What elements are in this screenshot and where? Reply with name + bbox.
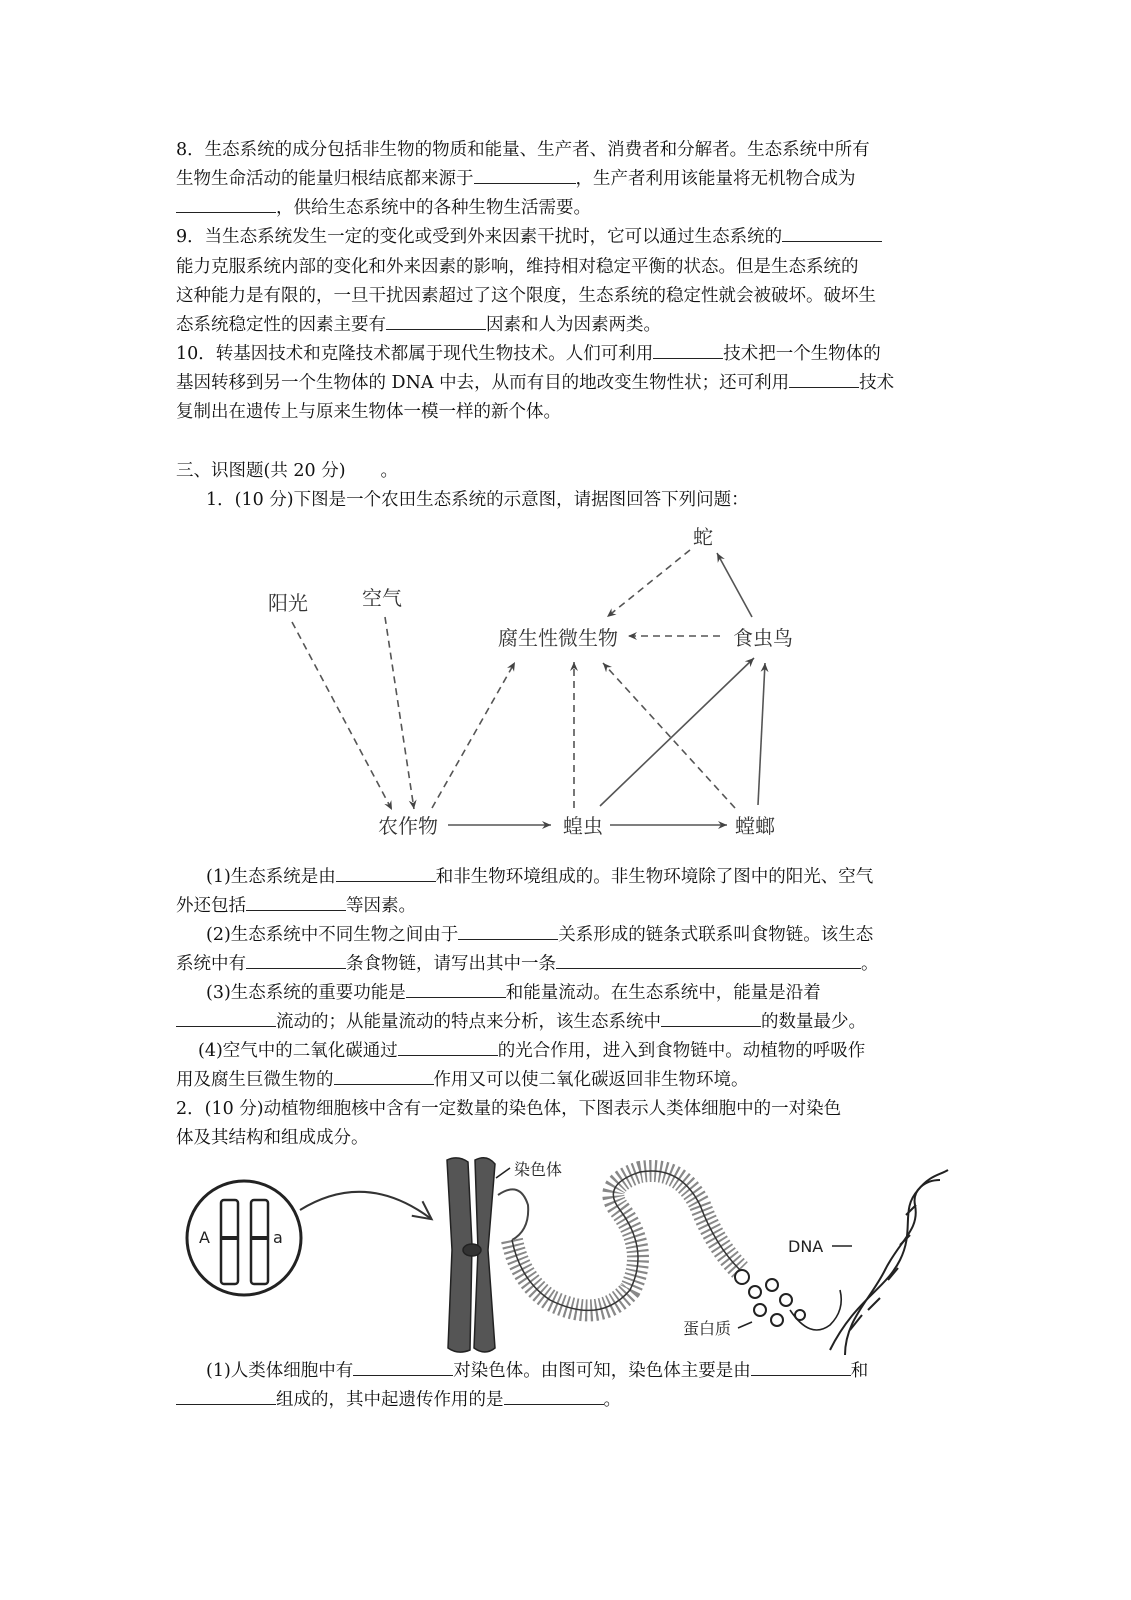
q9-text: 因素和人为因素两类。 xyxy=(486,315,661,335)
answer-blank[interactable] xyxy=(661,1011,761,1027)
q10-text: 基因转移到另一个生物体的 DNA 中去，从而有目的地改变生物性状；还可利用 xyxy=(176,373,790,393)
coiled-chromatin xyxy=(498,1171,740,1310)
q2-p1-line2 xyxy=(176,1389,621,1411)
q1-p2-line2 xyxy=(176,953,879,975)
q9-text: 9．当生态系统发生一定的变化或受到外来因素干扰时，它可以通过生态系统的 xyxy=(176,227,783,247)
answer-blank[interactable] xyxy=(556,953,861,969)
q1-text: 的光合作用，进入到食物链中。动植物的呼吸作 xyxy=(497,1041,866,1061)
q1-p1-line2 xyxy=(176,895,416,917)
answer-blank[interactable] xyxy=(353,1360,453,1376)
answer-blank[interactable] xyxy=(458,924,558,940)
answer-blank[interactable] xyxy=(246,895,346,911)
q1-text: 系统中有 xyxy=(176,954,246,974)
label-locust: 蝗虫 xyxy=(563,814,603,838)
nucleosome-beads xyxy=(735,1270,805,1326)
answer-blank[interactable] xyxy=(336,866,436,882)
arrow-air-crop xyxy=(385,617,414,809)
q1-p4-line1 xyxy=(198,1040,865,1062)
arrow-sunlight-crop xyxy=(292,622,392,810)
q1-text: (3)生态系统的重要功能是 xyxy=(206,983,406,1003)
q2-text: 。 xyxy=(603,1390,621,1410)
q1-text: 的数量最少。 xyxy=(761,1012,866,1032)
arrow-crop-decomposer xyxy=(432,662,515,808)
label-chromosome: 染色体 xyxy=(514,1160,563,1179)
label-sunlight: 阳光 xyxy=(268,591,308,615)
arrow-snake-decomposer xyxy=(607,550,690,617)
arrow-mantis-bird xyxy=(758,663,765,805)
q10-text: 技术 xyxy=(859,373,895,393)
answer-blank[interactable] xyxy=(504,1389,604,1405)
q1-text: 条食物链，请写出其中一条 xyxy=(346,954,556,974)
q8-text: ，生产者利用该能量将无机物合成为 xyxy=(575,169,856,189)
q1-intro: 1．(10 分)下图是一个农田生态系统的示意图，请据图回答下列问题： xyxy=(206,490,749,510)
answer-blank[interactable] xyxy=(398,1040,498,1056)
q1-text: (2)生态系统中不同生物之间由于 xyxy=(206,925,459,945)
label-air: 空气 xyxy=(362,586,402,610)
answer-blank[interactable] xyxy=(334,1069,434,1085)
q2-text: 组成的，其中起遗传作用的是 xyxy=(276,1390,504,1410)
label-bird: 食虫鸟 xyxy=(733,626,793,650)
arrow-bird-snake xyxy=(717,553,752,617)
q2-line1: 2．(10 分)动植物细胞核中含有一定数量的染色体，下图表示人类体细胞中的一对染色 xyxy=(176,1099,842,1119)
q2-line2: 体及其结构和组成成分。 xyxy=(176,1128,369,1148)
answer-blank[interactable] xyxy=(176,1389,276,1405)
q8-text: 生物生命活动的能量归根结底都来源于 xyxy=(176,169,474,189)
answer-blank[interactable] xyxy=(246,953,346,969)
q1-p3-line2 xyxy=(176,1011,866,1033)
q2-p1-line1 xyxy=(206,1360,868,1382)
q1-text: (1)生态系统是由 xyxy=(206,867,336,887)
label-snake: 蛇 xyxy=(693,525,713,549)
q2-text: (1)人类体细胞中有 xyxy=(206,1361,354,1381)
q1-text: 用及腐生巨微生物的 xyxy=(176,1070,334,1090)
q1-p1-line1 xyxy=(206,866,873,888)
q2-text: 对染色体。由图可知，染色体主要是由 xyxy=(453,1361,751,1381)
q8-text: ，供给生态系统中的各种生物生活需要。 xyxy=(276,198,591,218)
q9-text: 态系统稳定性的因素主要有 xyxy=(176,315,386,335)
q1-text: 流动的；从能量流动的特点来分析，该生态系统中 xyxy=(276,1012,661,1032)
chromosome-pair-circle xyxy=(187,1181,301,1295)
q9-line2: 能力克服系统内部的变化和外来因素的影响，维持相对稳定平衡的状态。但是生态系统的 xyxy=(176,257,859,277)
label-mantis: 螳螂 xyxy=(735,814,775,838)
q1-p4-line2 xyxy=(176,1069,749,1091)
arrow-locust-bird xyxy=(600,658,754,806)
chromosome-illustration xyxy=(447,1158,495,1352)
q1-p3-line1 xyxy=(206,982,821,1004)
q1-text: 和能量流动。在生态系统中，能量是沿着 xyxy=(505,983,821,1003)
answer-blank[interactable] xyxy=(406,982,506,998)
label-protein: 蛋白质 xyxy=(683,1319,732,1338)
label-decomposers: 腐生性微生物 xyxy=(498,626,618,650)
dna-double-helix xyxy=(830,1170,948,1355)
q1-p2-line1 xyxy=(206,924,873,946)
q1-text: 等因素。 xyxy=(346,896,416,916)
label-crop: 农作物 xyxy=(378,814,438,838)
q1-text: 关系形成的链条式联系叫食物链。该生态 xyxy=(558,925,874,945)
arrow-mantis-decomposer xyxy=(603,663,735,808)
q1-text: 外还包括 xyxy=(176,896,246,916)
q1-text: (4)空气中的二氧化碳通过 xyxy=(198,1041,398,1061)
q1-text: 和非生物环境组成的。非生物环境除了图中的阳光、空气 xyxy=(435,867,874,887)
chromosome-diagram xyxy=(0,1150,1131,1355)
q8-line1: 8．生态系统的成分包括非生物的物质和能量、生产者、消费者和分解者。生态系统中所有 xyxy=(176,140,870,160)
q10-text: 10．转基因技术和克隆技术都属于现代生物技术。人们可利用 xyxy=(176,344,654,364)
label-dna: DNA xyxy=(788,1237,824,1256)
q10-line3: 复制出在遗传上与原来生物体一模一样的新个体。 xyxy=(176,402,561,422)
answer-blank[interactable] xyxy=(176,1011,276,1027)
answer-blank[interactable] xyxy=(751,1360,851,1376)
label-allele-A: A xyxy=(199,1228,210,1247)
q2-text: 和 xyxy=(850,1361,869,1381)
q10-text: 技术把一个生物体的 xyxy=(723,344,881,364)
q9-line3: 这种能力是有限的，一旦干扰因素超过了这个限度，生态系统的稳定性就会被破坏。破坏生 xyxy=(176,286,876,306)
q1-text: 作用又可以使二氧化碳返回非生物环境。 xyxy=(433,1070,749,1090)
curved-arrow xyxy=(300,1192,430,1218)
label-allele-a: a xyxy=(273,1228,283,1247)
section-heading: 三、识图题(共 20 分) 。 xyxy=(176,461,399,481)
q1-text: 。 xyxy=(861,954,879,974)
